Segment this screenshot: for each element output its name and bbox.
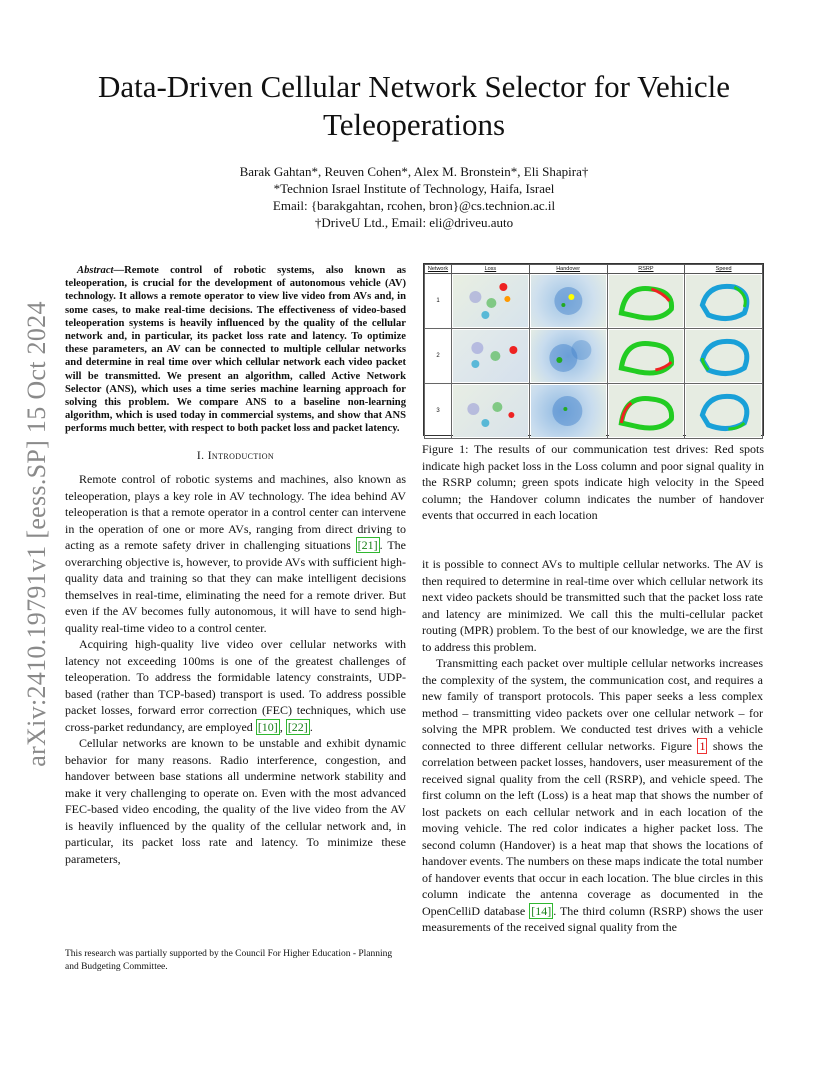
intro-paragraph-3: Cellular networks are known to be unstable and exhibit dynamic behavior for many reasons. Radio interference, congestion, and handover between base stations all undermine network stability and make it very challenging to operate on. Even with the most advanced FEC-based video encoding, the quality of the live video from the AV is heavily influenced by the quality of the cellular network and, in particular, its packet loss rate and latency. To minimize these parameters, (65, 736, 406, 866)
author-names: Barak Gahtan*, Reuven Cohen*, Alex M. Bronstein*, Eli Shapira† (239, 164, 589, 179)
section-title: Introduction (207, 449, 275, 462)
title-line-1: Data-Driven Cellular Network Selector for Vehicle (97, 69, 731, 104)
section-number: I. (196, 449, 205, 462)
text-run: . (309, 719, 313, 734)
text-run: Acquiring high-quality live video over cellular networks with latency not exceeding 100ms is one of the greatest challenges of teleoperation. To address the formidable latency constraints, UDP-based (rather than TCP-based) transport is used. To address possible packet losses, forward error correction (FEC) techniques, which use cross-parket redundancy, are employed (65, 637, 406, 734)
figure-caption: Figure 1: The results of our communication test drives: Red spots indicate high packet loss in the Loss column and poor signal quality in the RSRP column; green spots indicate high velocity in the Speed column; the Handover column indicates the number of handover events that occurred in each location (422, 442, 764, 522)
affiliation-1: *Technion Israel Institute of Technology, Haifa, Israel (273, 181, 555, 196)
fig-col-network: Network (425, 265, 452, 274)
fig-col-handover: Handover (529, 265, 607, 274)
text-run: shows the correlation between packet losses, handovers, user measurement of the received signal quality from the cell (RSRP), and vehicle speed. The first column on the left (Loss) is a heat map that shows the number of lost packets on each cellular network and in each location of the moving vehicle. The red color indicates a higher packet loss. The second column (Handover) is a heat map that shows the locations of handover events. The numbers on these maps indicate the total number of handover events that occur in each location. The blue circles in this column indicate the antenna coverage as documented in the OpenCelliD database (422, 738, 763, 918)
speed-map (685, 384, 763, 439)
abstract-text: —Remote control of robotic systems, also known as teleoperation, is crucial for the development of autonomous vehicle (AV) technology. It allows a remote operator to view live video from AVs and, in some cases, to make real-time decisions. The effectiveness of video-based teleoperation systems is heavily influenced by the quality of the cellular network and, in particular, its packet loss rate and latency. To optimize these parameters, an AV can be connected to multiple cellular networks and determine in real time over which cellular network each video packet will be transmitted. We present an algorithm, called Active Network Selector (ANS), which uses a time series machine learning approach for solving this problem. We compare ANS to a baseline non-learning algorithm, which is used today in commercial systems, and show that ANS performs much better, with respect to both packet loss and packet latency. (65, 265, 406, 435)
right-column (422, 556, 763, 936)
text-run: , (279, 719, 286, 734)
fig-row-label: 2 (425, 329, 452, 384)
right-paragraph-2 (422, 655, 763, 936)
text-run: Transmitting each packet over multiple cellular networks increases the complexity of the system, the communication cost, and requires a new family of transport protocols. This paper seeks a less complex method – transmitting video packets over one cellular network – for solving the MPR problem. We conducted test drives with a vehicle connected to three different cellular networks. Figure (422, 656, 763, 753)
left-column (65, 264, 406, 867)
text-run: Remote control of robotic systems and machines, also known as teleoperation, plays a key role in AV technology. The idea behind AV teleoperation is that a remote operator in a control center can intervene in the operation of one or more AVs, ranging from direct driving to acting as a remote safety driver in challenging situations (65, 472, 406, 553)
intro-paragraph-1 (65, 471, 406, 636)
fig-col-loss: Loss (452, 265, 530, 274)
intro-paragraph-2 (65, 636, 406, 735)
loss-map (452, 274, 530, 329)
fig-row-label: 3 (425, 384, 452, 439)
abstract (65, 264, 406, 436)
rsrp-map (607, 384, 685, 439)
author-block (60, 163, 768, 231)
title-line-2: Teleoperations (322, 107, 506, 142)
email-1: Email: {barakgahtan, rcohen, bron}@cs.technion.ac.il (272, 198, 556, 213)
loss-map (452, 329, 530, 384)
section-heading (65, 448, 406, 465)
handover-map (529, 329, 607, 384)
speed-map (685, 329, 763, 384)
citation-link[interactable]: [10] (257, 719, 278, 734)
footnote: This research was partially supported by the Council For Higher Education - Planning and Budgeting Committee. (65, 949, 393, 972)
text-run: . The third column (RSRP) shows the user measurements of the received signal quality from the (422, 903, 763, 934)
rsrp-map (607, 274, 685, 329)
fig-col-rsrp: RSRP (607, 265, 685, 274)
arxiv-stamp (22, 284, 52, 784)
right-paragraph-1: it is possible to connect AVs to multiple cellular networks. The AV is then required to determine in real-time over which cellular network its next video packets should be transmitted such that the packet loss rate and latency are minimized. We call this the multi-cellular packet routing (MPR) problem. To the best of our knowledge, we are the first to address this problem. (422, 557, 763, 654)
figure-grid (424, 264, 763, 439)
citation-link[interactable]: [22] (287, 719, 308, 734)
fig-col-speed: Speed (685, 265, 763, 274)
affiliation-2: †DriveU Ltd., Email: eli@driveu.auto (314, 215, 514, 230)
citation-link[interactable]: [14] (531, 903, 552, 918)
arxiv-stamp-text: arXiv:2410.19791v1 [eess.SP] 15 Oct 2024 (22, 301, 51, 767)
handover-map (529, 274, 607, 329)
rsrp-map (607, 329, 685, 384)
speed-map (685, 274, 763, 329)
fig-row-label: 1 (425, 274, 452, 329)
text-run: . The overarching objective is, however, to provide AVs with sufficient high-quality data and training so that they can make intelligent decisions themselves in real-time, eliminating the need for a remote driver. But even if the AV becomes fully autonomous, it will have to send high-quality real-time video to a control center. (65, 538, 406, 635)
handover-map (529, 384, 607, 439)
citation-link[interactable]: [21] (357, 538, 378, 553)
figure-1 (423, 263, 764, 436)
abstract-label: Abstract (77, 265, 114, 276)
figure-reference-link[interactable]: 1 (699, 738, 706, 753)
loss-map (452, 384, 530, 439)
paper-title (60, 68, 768, 144)
